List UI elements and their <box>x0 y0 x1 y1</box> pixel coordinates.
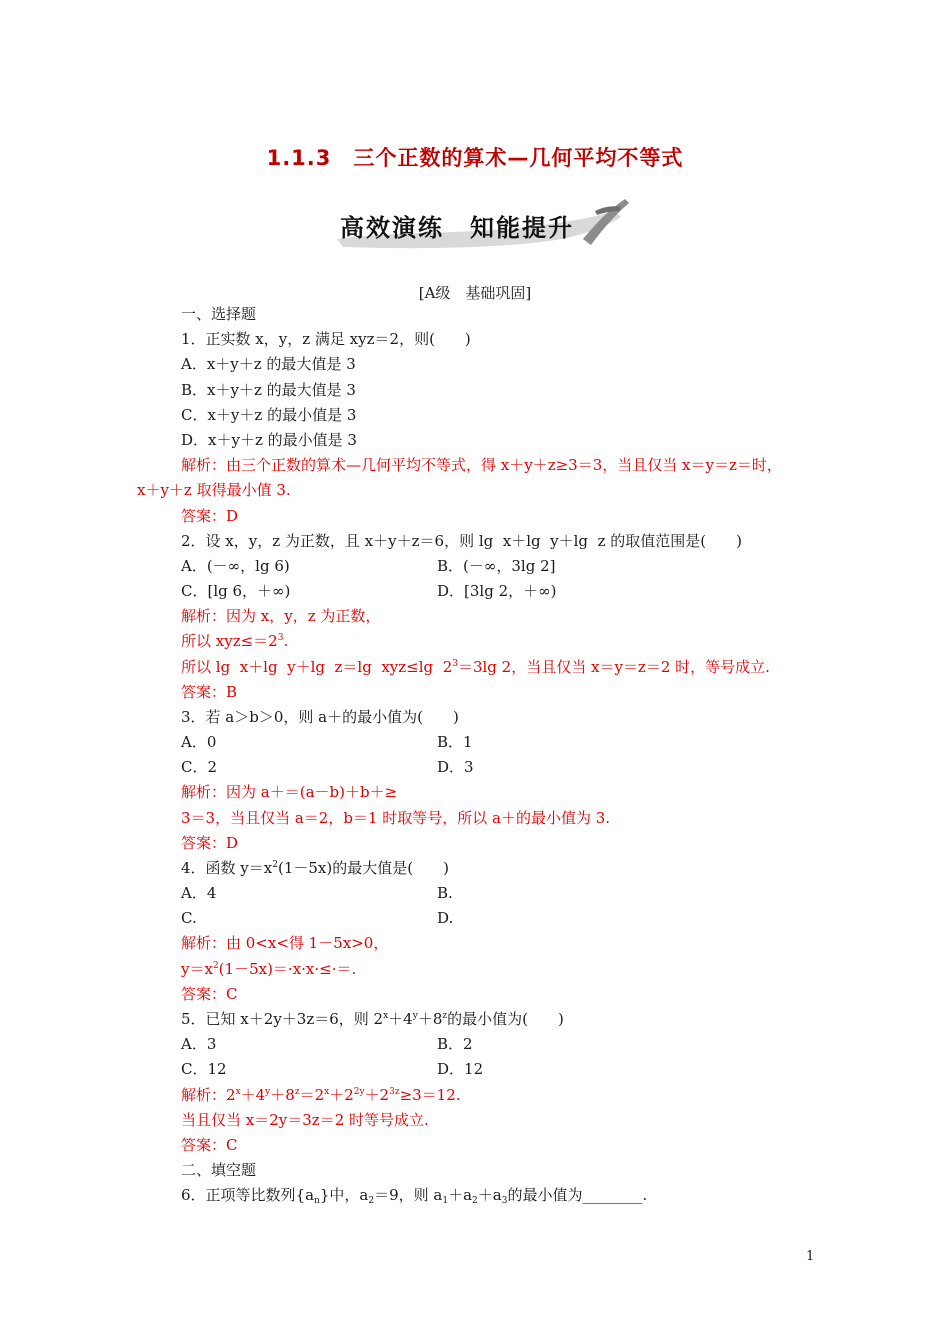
q3-option-a: A．0 <box>181 733 217 751</box>
q2-option-c: C．[lg 6，＋∞) <box>181 582 291 600</box>
q2-option-b: B．(－∞，3lg 2] <box>437 557 556 575</box>
q5-option-c: C．12 <box>181 1060 227 1078</box>
q4-option-d: D. <box>437 909 454 927</box>
q3-answer: 答案：D <box>181 834 239 852</box>
q1-stem: 1．正实数 x，y，z 满足 xyz＝2，则( ) <box>181 330 471 348</box>
q3-option-d: D．3 <box>437 758 474 776</box>
q4-option-b: B. <box>437 884 453 902</box>
q4-option-c: C. <box>181 909 197 927</box>
q1-analysis-line2: x＋y＋z 取得最小值 3. <box>137 481 291 499</box>
q5-answer: 答案：C <box>181 1136 238 1154</box>
q5-option-a: A．3 <box>181 1035 217 1053</box>
page-title: 1.1.3 三个正数的算术—几何平均不等式 <box>266 146 684 170</box>
q4-analysis-line1: 解析：由 0<x<得 1－5x>0， <box>181 934 389 952</box>
q6-stem: 6．正项等比数列$\{a_n\}$中，$a_2=9$，则 $a_1+a_2+a_3$的最小值为________. <box>181 1186 648 1206</box>
q3-option-c: C．2 <box>181 758 218 776</box>
section-heading-fill: 二、填空题 <box>181 1161 257 1179</box>
q3-option-b: B．1 <box>437 733 473 751</box>
q5-option-d: D．12 <box>437 1060 484 1078</box>
q2-analysis-line3: 所以 lg x＋lg y＋lg z＝lg xyz≤lg $2^3=3\lg$ 2，当且仅当 x＝y＝z＝2 时，等号成立. <box>181 658 770 676</box>
q3-analysis-line1: 解析：因为 a＋＝(a－b)＋b＋≥ <box>181 783 398 801</box>
q1-answer: 答案：D <box>181 507 239 525</box>
section-heading-choice: 一、选择题 <box>181 305 257 323</box>
q1-analysis-line1: 解析：由三个正数的算术—几何平均不等式，得 x＋y＋z≥3＝3，当且仅当 x＝y＝z＝时， <box>181 456 782 474</box>
q5-option-b: B．2 <box>437 1035 473 1053</box>
q5-stem: 5．已知 x＋2y＋3z＝6，则 $2^x+4^y+8^z$的最小值为( ) <box>181 1010 564 1028</box>
q3-stem: 3．若 a＞b＞0，则 a＋的最小值为( ) <box>181 708 459 726</box>
q2-stem: 2．设 x，y，z 为正数，且 x＋y＋z＝6，则 lg x＋lg y＋lg z 的取值范围是( ) <box>181 532 742 550</box>
q5-analysis-line1: 解析：$2^x+4^y+8^z=2^x+2^{2y}+2^{3z}\ge 3=12$. <box>181 1086 461 1104</box>
level-heading: [A级 基础巩固] <box>418 284 532 302</box>
q4-answer: 答案：C <box>181 985 238 1003</box>
q2-answer: 答案：B <box>181 683 238 701</box>
q4-stem: 4．函数 $y=x^2(1-5x)$的最大值是( ) <box>181 859 449 877</box>
page-number: 1 <box>806 1249 815 1264</box>
q2-analysis-line2: 所以 $xyz\le=2^3$. <box>181 632 289 650</box>
q4-option-a: A．4 <box>181 884 217 902</box>
q4-analysis-line2: $y=x^2(1-5x)=\cdot x\cdot x\cdot\le\cdot=$. <box>181 960 357 978</box>
banner-heading: 高效演练 知能提升 <box>340 214 574 242</box>
q1-option-d: D．x＋y＋z 的最小值是 3 <box>181 431 357 449</box>
q1-option-a: A．x＋y＋z 的最大值是 3 <box>181 355 356 373</box>
q1-option-c: C．x＋y＋z 的最小值是 3 <box>181 406 357 424</box>
q1-option-b: B．x＋y＋z 的最大值是 3 <box>181 381 356 399</box>
q2-option-d: D．[3lg 2，＋∞) <box>437 582 557 600</box>
q2-analysis-line1: 解析：因为 x，y，z 为正数， <box>181 607 381 625</box>
q5-analysis-line2: 当且仅当 x＝2y＝3z＝2 时等号成立. <box>181 1111 429 1129</box>
q2-option-a: A．(－∞，lg 6) <box>181 557 290 575</box>
q3-analysis-line2: 3＝3，当且仅当 a＝2，b＝1 时取等号，所以 a＋的最小值为 3. <box>181 809 611 827</box>
